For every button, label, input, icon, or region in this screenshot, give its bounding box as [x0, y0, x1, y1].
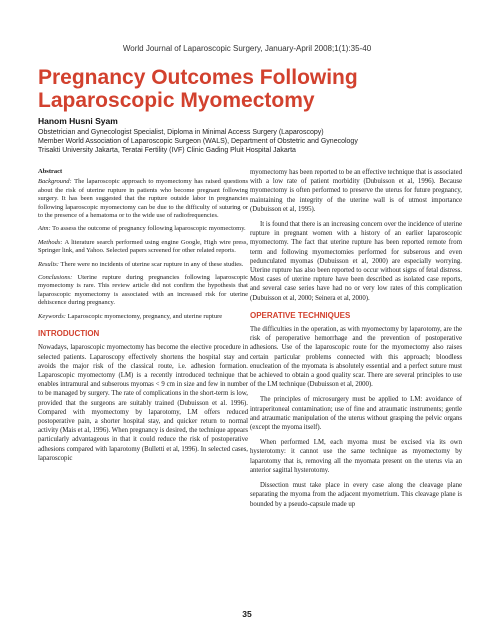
body-paragraph-2: It is found that there is an increasing concern over the incidence of uterine rupture in pregnant women with a history of an earlier laparoscopic myomectomy. The fact that uterine rupture has been reported remote from term and following myomectomies performed for subserous and even pedunculated myomas (Dubuisson et al, 2000) are especially worrying. Uterine rupture has also been reported to occur without signs of fetal distress. Most cases of uterine rupture have been described as isolated case reports, and several case series have had no or very low rates of this complication (Dubuisson et al, 2000; Seinera et al, 2000). [250, 221, 462, 302]
methods-label: Methods: [38, 238, 63, 246]
left-column [38, 168, 248, 469]
keywords-label: Keywords: [38, 312, 66, 320]
abstract [38, 168, 248, 321]
conclusions-text: Uterine rupture during pregnancies following laparoscopic myomectomy is rare. This review article did not confirm the hypothesis that laparoscopic myomectomy is associated with an increased risk for uterine dehiscence during pregnancy. [38, 274, 248, 307]
right-column [250, 168, 462, 515]
body-paragraph-5: When performed LM, each myoma must be excised via its own hysterotomy: it cannot use the same technique as myomectomy by laparotomy that is, removing all the myomata present on the uterus via an anterior sagittal hysterotomy. [250, 439, 462, 474]
affiliation-line-2: Member World Association of Laparoscopic Surgeon (WALS), Department of Obstetric and Gynecology [38, 138, 358, 145]
abstract-aim [38, 225, 248, 233]
introduction-heading: INTRODUCTION [38, 329, 100, 339]
author-name: Hanom Husni Syam [38, 116, 118, 126]
aim-label: Aim: [38, 225, 51, 233]
results-text: There were no incidents of uterine scar rupture in any of these studies. [60, 260, 244, 268]
background-text: The laparoscopic approach to myomectomy has raised questions about the risk of uterine rupture in patients who become pregnant following surgery. It has been suggested that the rupture outside labor in pregnancies following laparoscopic myomectomy can be due to the difficulty of suturing or to the presence of a hematoma or to the wide use of radiofrequencies. [38, 178, 249, 220]
affiliation-line-1: Obstetrician and Gynecologist Specialist, Diploma in Minimal Access Surgery (Laparoscopy) [38, 129, 324, 136]
introduction-text: Nowadays, laparoscopic myomectomy has become the elective procedure in selected patients. Laparoscopy effectively shortens the hospital stay and avoids the major risk of the classical route, i.e. adhesion formation. Laparoscopic myomectomy (LM) is a recently introduced technique that enables intramural and subserous myomas < 9 cm in size and few in number to be managed by surgery. The rate of complications in the short-term is low, provided that the surgeons are suitably trained (Dubuisson et al. 1996). Compared with myomectomy by laparotomy, LM offers reduced postoperative pain, a shorter hospital stay, and quicker return to normal activity (Mais et al, 1996). When pregnancy is desired, the technique appears particularly advantageous in that it could reduce the risk of postoperative adhesions compared with laparotomy (Bulletti et al, 1996). In selected cases, laparoscopic [38, 344, 248, 462]
body-paragraph-4: The principles of microsurgery must be applied to LM: avoidance of intraperitoneal contamination; use of fine and atraumatic instruments; gentle and atraumatic manipulation of the uterus without grasping the pelvic organs (except the myoma itself). [250, 396, 462, 432]
abstract-conclusions [38, 274, 248, 308]
abstract-methods [38, 239, 248, 256]
affiliation-line-3: Trisakti University Jakarta, Teratai Fertility (IVF) Clinic Gading Pluit Hospital Jakarta [38, 147, 296, 154]
abstract-results [38, 261, 248, 269]
background-label: Background: [38, 178, 72, 186]
keywords-text: Laparoscopic myomectomy, pregnancy, and uterine rupture [67, 312, 223, 320]
abstract-heading: Abstract [38, 168, 63, 175]
body-paragraph-1: myomectomy has been reported to be an effective technique that is associated with a low rate of patient morbidity (Dubuisson et al, 1996). Because myomectomy is often performed to preserve the uterus for future pregnancy, maintaining the integrity of the uterine wall is of utmost importance (Dubuisson et al, 1995). [250, 169, 462, 213]
abstract-keywords [38, 313, 248, 321]
article-title [38, 66, 458, 112]
abstract-background [38, 178, 248, 220]
body-paragraph-6: Dissection must take place in every case along the cleavage plane separating the myoma from the adjacent myometrium. This cleavage plane is bounded by a pseudo-capsule made up [250, 482, 462, 508]
page-number: 35 [242, 609, 252, 619]
body-paragraph-3: The difficulties in the operation, as with myomectomy by laparotomy, are the risk of peroperative hemorrhage and the prevention of postoperative adhesions. Use of the laparoscopic route for the myomectomy also raises certain particular problems connected with this approach; bloodless enucleation of the myomata is absolutely essential and a perfect suture must be achieved to obtain a good quality scar. There are several principles to use of the LM technique (Dubuisson et al, 2000). [250, 326, 462, 389]
title-line-1: Pregnancy Outcomes Following [38, 66, 358, 89]
conclusions-label: Conclusions: [38, 274, 73, 282]
title-line-2: Laparoscopic Myomectomy [38, 89, 315, 112]
methods-text: A literature search performed using engine Google, High wire press, Springer link, and Yahoo. Selected papers screened for other related reports. [38, 238, 248, 255]
aim-text: To assess the outcome of pregnancy following laparoscopic myomectomy. [52, 225, 246, 233]
results-label: Results: [38, 260, 59, 268]
operative-techniques-heading: OPERATIVE TECHNIQUES [250, 310, 351, 320]
journal-header: World Journal of Laparoscopic Surgery, January-April 2008;1(1):35-40 [122, 44, 372, 53]
